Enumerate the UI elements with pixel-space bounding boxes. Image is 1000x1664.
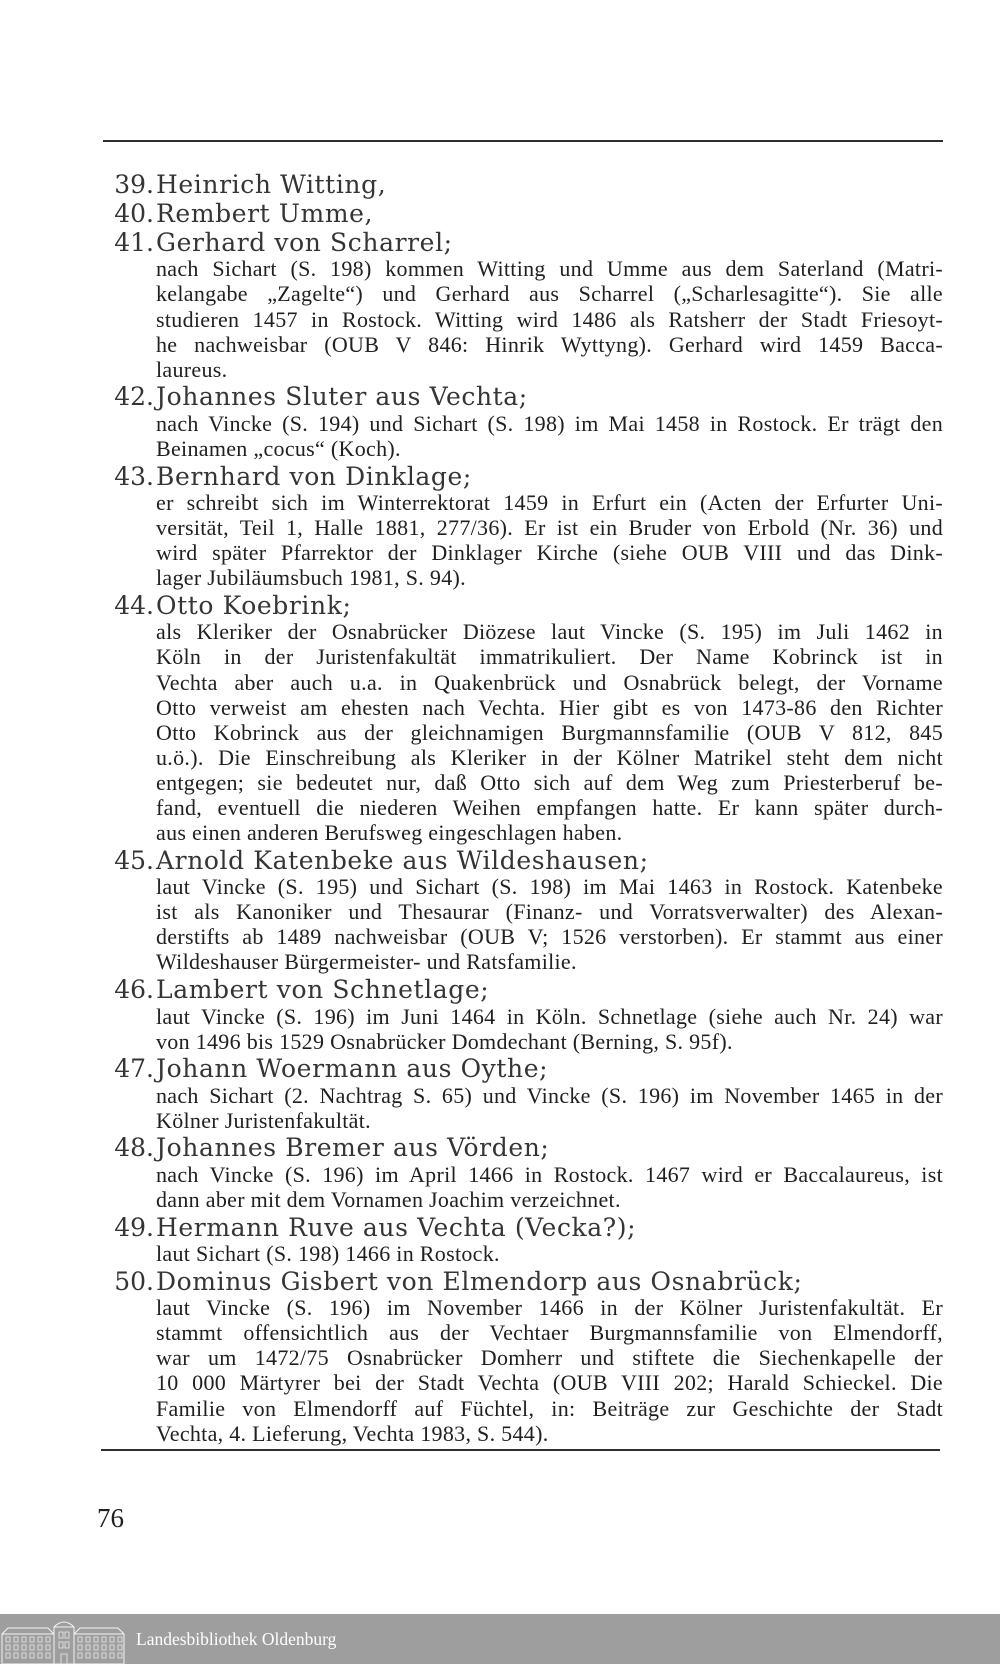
entry-text-line: Familie von Elmendorff auf Füchtel, in: Beiträge zur Geschichte der Stadt	[156, 1395, 943, 1421]
entry-text-line: ist als Kanoniker und Thesaurar (Finanz- und Vorratsverwalter) des Alexan-	[156, 899, 943, 925]
entry	[0, 1214, 1000, 1266]
library-building-icon	[0, 1620, 127, 1664]
entry-heading-row	[0, 200, 1000, 227]
entry-heading-row	[0, 1055, 1000, 1082]
top-rule	[103, 140, 943, 142]
entry-text-line: Otto Kobrinck aus der gleichnamigen Burgmannsfamilie (OUB V 812, 845	[156, 719, 943, 745]
entry-text-line: Vechta, 4. Lieferung, Vechta 1983, S. 544).	[156, 1420, 549, 1446]
entry-text-line: dann aber mit dem Vornamen Joachim verzeichnet.	[156, 1186, 621, 1212]
entry-text-line: wird später Pfarrektor der Dinklager Kirche (siehe OUB VIII und das Dink-	[156, 540, 943, 566]
entry-text-line: von 1496 bis 1529 Osnabrücker Domdechant (Berning, S. 95f).	[156, 1028, 733, 1054]
entry-text-line: er schreibt sich im Winterrektorat 1459 in Erfurt ein (Acten der Erfurter Uni-	[156, 489, 943, 515]
entry-text-line: laut Vincke (S. 196) im November 1466 in der Kölner Juristenfakultät. Er	[156, 1295, 943, 1321]
entry-heading: Bernhard von Dinklage;	[156, 461, 472, 491]
entry	[0, 1134, 1000, 1212]
entry-heading-row	[0, 383, 1000, 410]
entry-number: 43.	[114, 461, 154, 491]
entry-text-line: derstifts ab 1489 nachweisbar (OUB V; 1526 verstorben). Er stammt aus einer	[156, 924, 943, 950]
library-name: Landesbibliothek Oldenburg	[136, 1629, 337, 1649]
entry-number: 45.	[114, 845, 154, 875]
entry-number: 41.	[114, 227, 154, 257]
entry-text-line: Kölner Juristenfakultät.	[156, 1107, 371, 1133]
entry-number: 48.	[114, 1133, 154, 1163]
entry-number: 40.	[114, 198, 154, 228]
entry	[0, 229, 1000, 382]
entry-text-line: Vechta aber auch u.a. in Quakenbrück und Osnabrück belegt, der Vorname	[156, 669, 943, 695]
entry-text-line: lager Jubiläumsbuch 1981, S. 94).	[156, 565, 466, 591]
entry-text-line: studieren 1457 in Rostock. Witting wird 1486 als Ratsherr der Stadt Friesoyt-	[156, 306, 943, 332]
entry-text-line: nach Vincke (S. 196) im April 1466 in Rostock. 1467 wird er Baccalaureus, ist	[156, 1161, 943, 1187]
entry	[0, 976, 1000, 1054]
entry	[0, 171, 1000, 198]
entry	[0, 1055, 1000, 1133]
entry-number: 47.	[114, 1054, 154, 1084]
entry-heading-row	[0, 1268, 1000, 1295]
entry-text-line: nach Vincke (S. 194) und Sichart (S. 198) im Mai 1458 in Rostock. Er trägt den	[156, 410, 943, 436]
entry-text-line: fand, eventuell die niederen Weihen empfangen hatte. Er kann später durch-	[156, 795, 943, 820]
entry-heading-row	[0, 229, 1000, 256]
entry	[0, 200, 1000, 227]
entry-heading: Rembert Umme,	[156, 198, 374, 228]
entry-number: 46.	[114, 975, 154, 1005]
entry	[0, 592, 1000, 845]
entry-text-line: laut Vincke (S. 195) und Sichart (S. 198) im Mai 1463 in Rostock. Katenbeke	[156, 874, 943, 900]
entry-heading-row	[0, 976, 1000, 1003]
entry-heading: Otto Koebrink;	[156, 590, 352, 620]
entry-text-line: stammt offensichtlich aus der Vechtaer Burgmannsfamilie von Elmendorff,	[156, 1320, 943, 1346]
entry-heading: Johann Woermann aus Oythe;	[156, 1054, 549, 1084]
entry-heading: Arnold Katenbeke aus Wildeshausen;	[156, 845, 649, 875]
entry-heading-row	[0, 847, 1000, 874]
entry-text-line: war um 1472/75 Osnabrücker Domherr und stiftete die Siechenkapelle der	[156, 1345, 943, 1371]
entry-text-line: u.ö.). Die Einschreibung als Kleriker in der Kölner Matrikel steht dem nicht	[156, 744, 943, 770]
entry-text-line: kelangabe „Zagelte“) und Gerhard aus Scharrel („Scharlesagitte“). Sie alle	[156, 281, 943, 307]
entry-number: 42.	[114, 382, 154, 412]
entry-text-line: nach Sichart (2. Nachtrag S. 65) und Vincke (S. 196) im November 1465 in der	[156, 1082, 943, 1108]
entry-number: 44.	[114, 590, 154, 620]
entry-text-line: Beinamen „cocus“ (Koch).	[156, 435, 401, 461]
entry-text-line: nach Sichart (S. 198) kommen Witting und Umme aus dem Saterland (Matri-	[156, 256, 943, 282]
entry-text-line: aus einen anderen Berufsweg eingeschlagen haben.	[156, 820, 623, 846]
entry-heading: Lambert von Schnetlage;	[156, 975, 490, 1005]
page-number: 76	[97, 1503, 124, 1533]
entry-heading-row	[0, 1134, 1000, 1161]
entry-text-line: laureus.	[156, 356, 228, 382]
entry-number: 39.	[114, 170, 154, 199]
entry-heading-row	[0, 463, 1000, 490]
entry-text-line: versität, Teil 1, Halle 1881, 277/36). Er ist ein Bruder von Erbold (Nr. 36) und	[156, 515, 943, 541]
entry-heading: Dominus Gisbert von Elmendorp aus Osnabrück;	[156, 1266, 803, 1296]
entry-text-line: laut Sichart (S. 198) 1466 in Rostock.	[156, 1241, 500, 1267]
entry-text-line: Köln in der Juristenfakultät immatrikuliert. Der Name Kobrinck ist in	[156, 644, 943, 670]
entry-text-line: als Kleriker der Osnabrücker Diözese laut Vincke (S. 195) im Juli 1462 in	[156, 619, 943, 645]
entry-number: 49.	[114, 1212, 154, 1242]
entry	[0, 463, 1000, 591]
entry-heading: Gerhard von Scharrel;	[156, 227, 453, 257]
entry-text-line: Otto verweist am ehesten nach Vechta. Hier gibt es von 1473-86 den Richter	[156, 694, 943, 720]
entry-text-line: Wildeshauser Bürgermeister- und Ratsfamilie.	[156, 949, 577, 975]
entry-text-line: 10 000 Märtyrer bei der Stadt Vechta (OUB VIII 202; Harald Schieckel. Die	[156, 1370, 943, 1396]
footer-bar	[0, 1614, 1000, 1664]
entry-list	[0, 171, 1000, 1446]
entry-text-line: entgegen; sie bedeutet nur, daß Otto sich auf dem Weg zum Priesterberuf be-	[156, 769, 943, 795]
entry	[0, 383, 1000, 461]
entry-heading-row	[0, 171, 1000, 198]
entry-heading: Johannes Bremer aus Vörden;	[156, 1133, 550, 1163]
entry	[0, 1268, 1000, 1446]
entry-text-line: he nachweisbar (OUB V 846: Hinrik Wyttyng). Gerhard wird 1459 Bacca-	[156, 331, 943, 357]
entry-heading: Hermann Ruve aus Vechta (Vecka?);	[156, 1212, 637, 1242]
entry-heading-row	[0, 592, 1000, 619]
bottom-rule	[101, 1449, 940, 1451]
entry-text-line: laut Vincke (S. 196) im Juni 1464 in Köln. Schnetlage (siehe auch Nr. 24) war	[156, 1003, 943, 1029]
entry-number: 50.	[114, 1266, 154, 1296]
entry-heading-row	[0, 1214, 1000, 1241]
entry	[0, 847, 1000, 975]
entry-heading: Heinrich Witting,	[156, 170, 387, 199]
entry-heading: Johannes Sluter aus Vechta;	[156, 382, 528, 412]
